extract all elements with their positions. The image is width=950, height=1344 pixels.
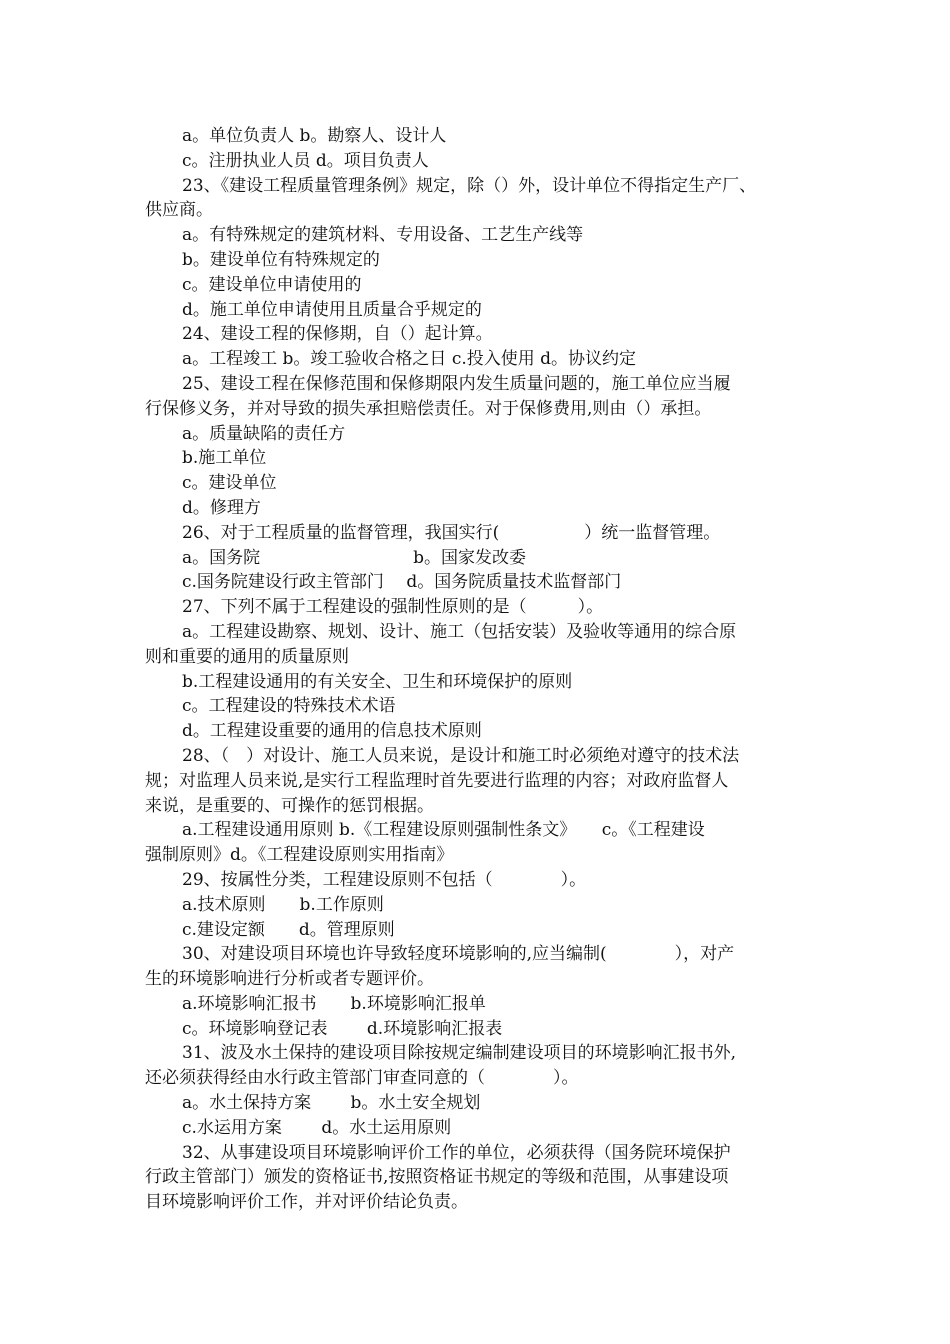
text-line: 27、下列不属于工程建设的强制性原则的是（ ）。 xyxy=(182,597,604,618)
text-line: c.水运用方案 d。水土运用原则 xyxy=(182,1117,452,1138)
text-line: 32、从事建设项目环境影响评价工作的单位，必须获得（国务院环境保护 xyxy=(182,1142,731,1163)
text-line: 规；对监理人员来说,是实行工程监理时首先要进行监理的内容；对政府监督人 xyxy=(145,770,729,791)
text-line: a。工程建设勘察、规划、设计、施工（包括安装）及验收等通用的综合原 xyxy=(182,621,737,642)
text-line: a。国务院 b。国家发改委 xyxy=(182,547,527,568)
text-line: a。质量缺陷的责任方 xyxy=(182,423,346,444)
text-line: a.工程建设通用原则 b.《工程建设原则强制性条文》 c。《工程建设 xyxy=(182,820,705,841)
text-line: 30、对建设项目环境也许导致轻度环境影响的,应当编制( ），对产 xyxy=(182,944,735,965)
text-line: 行政主管部门）颁发的资格证书,按照资格证书规定的等级和范围，从事建设项 xyxy=(145,1167,729,1188)
text-line: 则和重要的通用的质量原则 xyxy=(145,646,349,667)
text-line: 生的环境影响进行分析或者专题评价。 xyxy=(145,969,434,990)
text-line: 26、对于工程质量的监督管理，我国实行( ）统一监督管理。 xyxy=(182,522,721,543)
text-line: d。施工单位申请使用且质量合乎规定的 xyxy=(182,299,482,320)
text-line: b.工程建设通用的有关安全、卫生和环境保护的原则 xyxy=(182,671,573,692)
text-line: 还必须获得经由水行政主管部门审查同意的（ ）。 xyxy=(145,1068,579,1089)
text-line: 28、（ ）对设计、施工人员来说，是设计和施工时必须绝对遵守的技术法 xyxy=(182,745,740,766)
text-line: c。工程建设的特殊技术术语 xyxy=(182,696,396,717)
text-line: a。工程竣工 b。竣工验收合格之日 c.投入使用 d。协议约定 xyxy=(182,349,637,370)
text-line: a。水土保持方案 b。水土安全规划 xyxy=(182,1093,481,1114)
text-line: 行保修义务，并对导致的损失承担赔偿责任。对于保修费用,则由（）承担。 xyxy=(145,398,712,419)
text-line: b。建设单位有特殊规定的 xyxy=(182,249,380,270)
text-line: 25、建设工程在保修范围和保修期限内发生质量问题的，施工单位应当履 xyxy=(182,373,731,394)
text-line: c。建设单位 xyxy=(182,473,277,494)
text-line: a。单位负责人 b。勘察人、设计人 xyxy=(182,126,447,146)
text-line: d。修理方 xyxy=(182,497,261,518)
text-line: c。建设单位申请使用的 xyxy=(182,274,362,295)
text-line: c.建设定额 d。管理原则 xyxy=(182,919,395,940)
text-line: 23、《建设工程质量管理条例》规定，除（）外，设计单位不得指定生产厂、 xyxy=(182,175,757,196)
text-line: 目环境影响评价工作，并对评价结论负责。 xyxy=(145,1192,468,1213)
text-line: 29、按属性分类，工程建设原则不包括（ ）。 xyxy=(182,869,587,890)
document-body xyxy=(145,124,815,1215)
text-line: 强制原则》d。《工程建设原则实用指南》 xyxy=(145,845,454,866)
text-line: c。注册执业人员 d。项目负责人 xyxy=(182,150,429,171)
text-line: c。环境影响登记表 d.环境影响汇报表 xyxy=(182,1018,503,1039)
text-line: 来说，是重要的、可操作的惩罚根据。 xyxy=(145,795,434,816)
text-line: 31、波及水土保持的建设项目除按规定编制建设项目的环境影响汇报书外, xyxy=(182,1043,737,1064)
text-line: b.施工单位 xyxy=(182,448,267,469)
text-line: d。工程建设重要的通用的信息技术原则 xyxy=(182,721,482,742)
text-line: 供应商。 xyxy=(145,200,213,221)
text-line: a.技术原则 b.工作原则 xyxy=(182,894,384,915)
text-line: a。有特殊规定的建筑材料、专用设备、工艺生产线等 xyxy=(182,225,584,246)
text-line: c.国务院建设行政主管部门 d。国务院质量技术监督部门 xyxy=(182,572,622,593)
text-line: 24、建设工程的保修期，自（）起计算。 xyxy=(182,324,493,345)
text-line: a.环境影响汇报书 b.环境影响汇报单 xyxy=(182,993,486,1014)
